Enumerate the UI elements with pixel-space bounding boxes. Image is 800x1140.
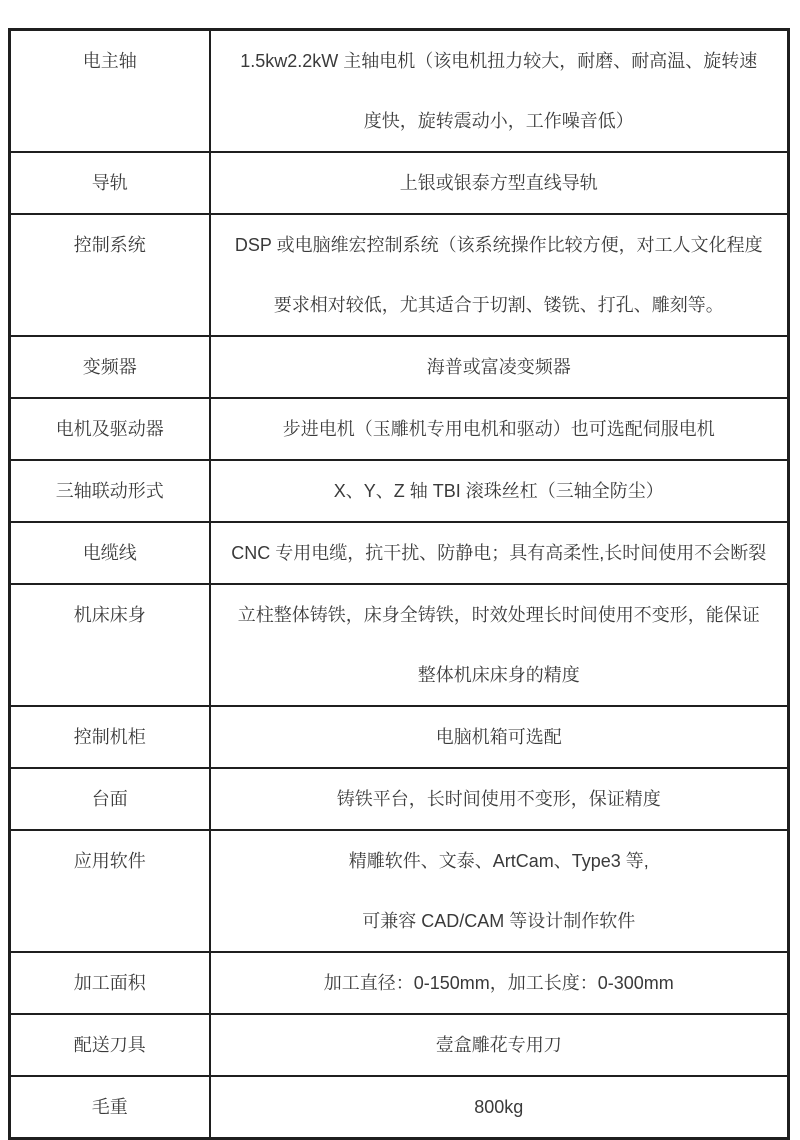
spec-value-cell [210,584,789,706]
spec-label-cell [10,30,210,153]
spec-label: 导轨 [91,173,128,193]
spec-value-cell [210,30,789,153]
spec-label-cell [10,214,210,336]
spec-label: 控制系统 [73,235,146,255]
spec-value-line: 度快，旋转震动小，工作噪音低） [363,111,634,131]
spec-value-cell [210,768,789,830]
table-row-tools [10,1014,789,1076]
spec-label: 加工面积 [73,973,146,993]
spec-table-body [10,30,789,1139]
spec-value-cell [210,1076,789,1139]
table-row-machine-bed [10,584,789,706]
spec-label: 变频器 [82,357,137,377]
table-row-control-system [10,214,789,336]
spec-value-line: 上银或银泰方型直线导轨 [399,173,598,193]
spec-value-cell [210,214,789,336]
spec-value-cell [210,398,789,460]
table-row-software [10,830,789,952]
table-row-working-area [10,952,789,1014]
spec-value-line: 海普或富凌变频器 [426,357,571,377]
spec-value-cell [210,460,789,522]
product-spec-table [8,28,790,1140]
table-row-motor-driver [10,398,789,460]
spec-label: 机床床身 [73,605,146,625]
spec-value-cell [210,706,789,768]
spec-label: 电机及驱动器 [55,419,164,439]
table-row-three-axis [10,460,789,522]
table-row-worktable [10,768,789,830]
table-row-guide-rail [10,152,789,214]
spec-value-line: 要求相对较低，尤其适合于切割、镂铣、打孔、雕刻等。 [273,295,724,315]
spec-value-line: 电脑机箱可选配 [435,727,562,747]
spec-value-cell [210,952,789,1014]
spec-value-cell [210,830,789,952]
spec-label-cell [10,522,210,584]
table-row-gross-weight [10,1076,789,1139]
table-row-inverter [10,336,789,398]
spec-value-line: 壹盒雕花专用刀 [435,1035,562,1055]
spec-label-cell [10,706,210,768]
spec-label-cell [10,830,210,952]
table-row-control-cabinet [10,706,789,768]
spec-value-line: 铸铁平台，长时间使用不变形，保证精度 [336,789,661,809]
spec-value-line: 800kg [474,1097,524,1117]
spec-label-cell [10,952,210,1014]
spec-label-cell [10,1014,210,1076]
spec-value-line: 1.5kw2.2kW 主轴电机（该电机扭力较大，耐磨、耐高温、旋转速 [240,51,758,71]
spec-label: 毛重 [91,1097,128,1117]
spec-value-line: CNC 专用电缆，抗干扰、防静电；具有高柔性,长时间使用不会断裂 [231,543,767,563]
spec-value-cell [210,522,789,584]
spec-label-cell [10,1076,210,1139]
spec-value-line: 可兼容 CAD/CAM 等设计制作软件 [362,911,636,931]
spec-label: 应用软件 [73,851,146,871]
table-row-cable [10,522,789,584]
spec-value-cell [210,336,789,398]
spec-label: 配送刀具 [73,1035,146,1055]
spec-value-cell [210,152,789,214]
spec-value-line: DSP 或电脑维宏控制系统（该系统操作比较方便，对工人文化程度 [234,235,763,255]
spec-value-line: 精雕软件、文泰、ArtCam、Type3 等, [348,851,649,871]
table-row-spindle [10,30,789,153]
spec-label-cell [10,768,210,830]
spec-value-line: X、Y、Z 轴 TBI 滚珠丝杠（三轴全防尘） [333,481,664,501]
spec-label-cell [10,336,210,398]
spec-label: 控制机柜 [73,727,146,747]
spec-value-line: 立柱整体铸铁，床身全铸铁，时效处理长时间使用不变形，能保证 [237,605,760,625]
spec-label: 电缆线 [82,543,137,563]
spec-label-cell [10,460,210,522]
spec-value-line: 整体机床床身的精度 [417,665,580,685]
spec-label: 电主轴 [82,51,137,71]
spec-label: 三轴联动形式 [55,481,164,501]
spec-value-cell [210,1014,789,1076]
spec-label-cell [10,152,210,214]
spec-value-line: 加工直径：0-150mm，加工长度：0-300mm [323,973,674,993]
spec-value-line: 步进电机（玉雕机专用电机和驱动）也可选配伺服电机 [282,419,715,439]
spec-label: 台面 [91,789,128,809]
spec-label-cell [10,398,210,460]
spec-label-cell [10,584,210,706]
